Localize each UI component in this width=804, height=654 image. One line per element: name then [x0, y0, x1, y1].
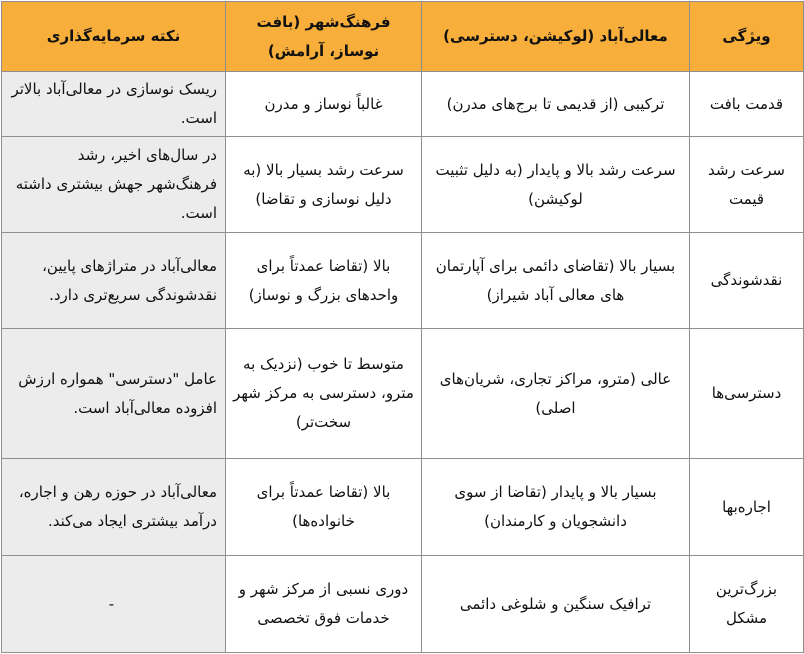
maaliabad-cell: ترکیبی (از قدیمی تا برج‌های مدرن) — [422, 72, 690, 137]
farhangshahr-cell: غالباً نوساز و مدرن — [226, 72, 422, 137]
table-row — [2, 556, 804, 653]
maaliabad-cell: عالی (مترو، مراکز تجاری، شریان‌های اصلی) — [422, 329, 690, 459]
feature-cell: اجاره‌بها — [690, 459, 804, 556]
header-farhangshahr: فرهنگ‌شهر (بافت نوساز، آرامش) — [226, 2, 422, 72]
header-feature: ویژگی — [690, 2, 804, 72]
table-body — [2, 72, 804, 653]
feature-cell: بزرگ‌ترین مشکل — [690, 556, 804, 653]
header-maaliabad: معالی‌آباد (لوکیشن، دسترسی) — [422, 2, 690, 72]
feature-cell: دسترسی‌ها — [690, 329, 804, 459]
header-investment: نکته سرمایه‌گذاری — [2, 2, 226, 72]
maaliabad-cell: سرعت رشد بالا و پایدار (به دلیل تثبیت لوکیشن) — [422, 137, 690, 233]
investment-cell: ریسک نوسازی در معالی‌آباد بالاتر است. — [2, 72, 226, 137]
table-header — [2, 2, 804, 72]
feature-cell: نقدشوندگی — [690, 233, 804, 329]
table-row — [2, 233, 804, 329]
investment-cell: در سال‌های اخیر، رشد فرهنگ‌شهر جهش بیشتری داشته است. — [2, 137, 226, 233]
farhangshahr-cell: دوری نسبی از مرکز شهر و خدمات فوق تخصصی — [226, 556, 422, 653]
investment-cell: معالی‌آباد در حوزه رهن و اجاره، درآمد بیشتری ایجاد می‌کند. — [2, 459, 226, 556]
header-row — [2, 2, 804, 72]
investment-cell: - — [2, 556, 226, 653]
comparison-table — [1, 1, 804, 653]
maaliabad-cell: ترافیک سنگین و شلوغی دائمی — [422, 556, 690, 653]
table-row — [2, 137, 804, 233]
investment-cell: عامل "دسترسی" همواره ارزش افزوده معالی‌آباد است. — [2, 329, 226, 459]
maaliabad-cell: بسیار بالا (تقاضای دائمی برای آپارتمان های معالی آباد شیراز) — [422, 233, 690, 329]
farhangshahr-cell: بالا (تقاضا عمدتاً برای خانواده‌ها) — [226, 459, 422, 556]
table-row — [2, 329, 804, 459]
feature-cell: قدمت بافت — [690, 72, 804, 137]
table-row — [2, 72, 804, 137]
maaliabad-cell: بسیار بالا و پایدار (تقاضا از سوی دانشجویان و کارمندان) — [422, 459, 690, 556]
feature-cell: سرعت رشد قیمت — [690, 137, 804, 233]
farhangshahr-cell: متوسط تا خوب (نزدیک به مترو، دسترسی به مرکز شهر سخت‌تر) — [226, 329, 422, 459]
table-row — [2, 459, 804, 556]
investment-cell: معالی‌آباد در متراژهای پایین، نقدشوندگی سریع‌تری دارد. — [2, 233, 226, 329]
farhangshahr-cell: سرعت رشد بسیار بالا (به دلیل نوسازی و تقاضا) — [226, 137, 422, 233]
farhangshahr-cell: بالا (تقاضا عمدتاً برای واحدهای بزرگ و نوساز) — [226, 233, 422, 329]
